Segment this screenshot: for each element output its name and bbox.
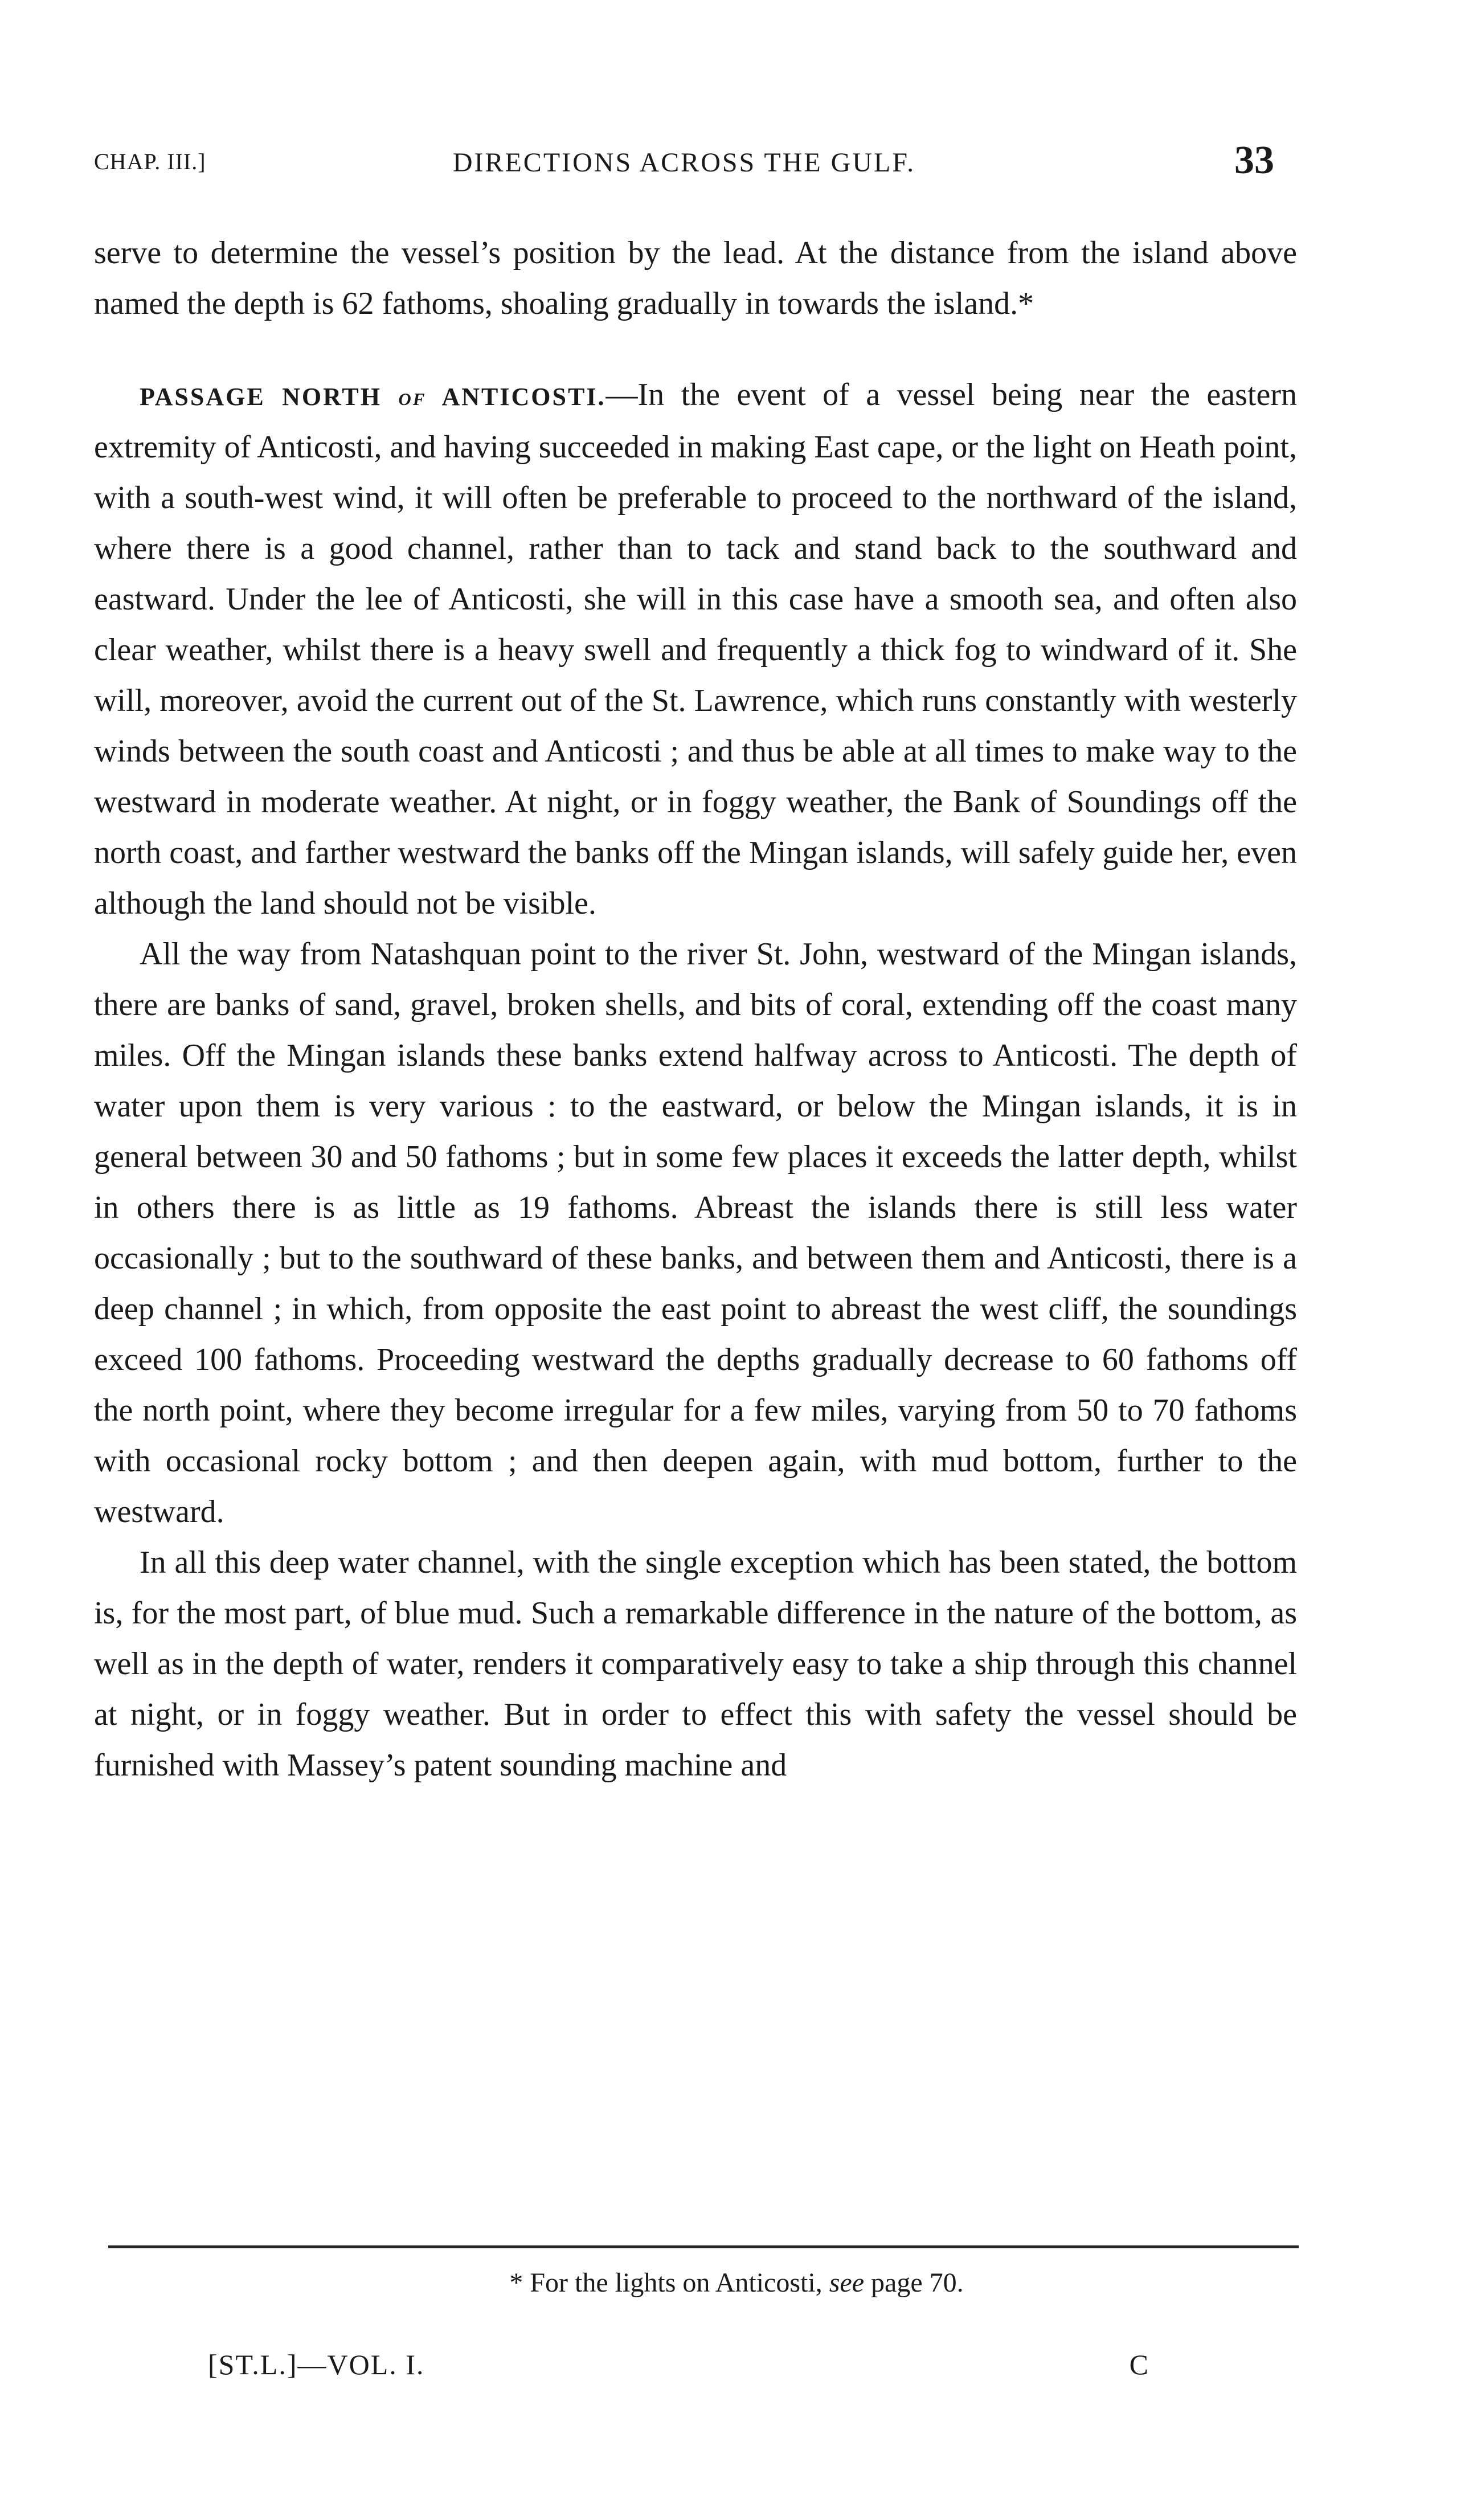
footnote-suffix: page 70. — [864, 2268, 964, 2298]
section-heading-part-a: PASSAGE NORTH — [140, 383, 399, 411]
paragraph-deep-channel: In all this deep water channel, with the single exception which has been stated, the bottom is, for the most part, of blue mud. Such a remarkable difference in the nature of the bottom, as well as in the depth of water, renders it comparatively easy to take a ship through this channel at night, or in foggy weather. But in order to effect this with safety the vessel should be furnished with Massey’s patent sounding machine and — [94, 1545, 1297, 1783]
section-heading-part-b: ANTICOSTI. — [426, 383, 606, 411]
running-head — [94, 138, 1274, 194]
section-heading — [140, 383, 605, 411]
footnote-see: see — [829, 2268, 865, 2298]
paragraph-text: —In the event of a vessel being near the eastern extremity of Anticosti, and having succeeded in making East cape, or the light on Heath point, with a south-west wind, it will often be preferable to proceed to the northward of the island, where there is a good channel, rather than to tack and stand back to the southward and eastward. Under the lee of Anticosti, she will in this case have a smooth sea, and often also clear weather, whilst there is a heavy swell and frequently a thick fog to windward of it. She will, moreover, avoid the current out of the St. Lawrence, which runs constantly with westerly winds between the south coast and Anticosti ; and thus be able at all times to make way to the westward in moderate weather. At night, or in foggy weather, the Bank of Soundings off the north coast, and farther westward the banks off the Mingan islands, will safely guide her, even although the land should not be visible. — [94, 377, 1297, 921]
body-text — [94, 228, 1297, 1791]
footnote-rule — [108, 2245, 1299, 2248]
page-number: 33 — [1234, 138, 1274, 182]
footnote-prefix: * For the lights on Anticosti, — [509, 2268, 829, 2298]
section-heading-of: of — [398, 383, 427, 411]
footnote — [0, 2267, 1473, 2298]
running-title: DIRECTIONS ACROSS THE GULF. — [452, 148, 916, 178]
chapter-marker: CHAP. III.] — [94, 149, 206, 174]
paragraph-natashquan: All the way from Natashquan point to the river St. John, westward of the Mingan islands, there are banks of sand, gravel, broken shells, and bits of coral, extending off the coast many miles. Off the Mingan islands these banks extend halfway across to Anticosti. The depth of water upon them is very various : to the eastward, or below the Mingan islands, it is in general between 30 and 50 fathoms ; but in some few places it exceeds the latter depth, whilst in others there is as little as 19 fathoms. Abreast the islands there is still less water occasionally ; but to the southward of these banks, and between them and Anticosti, there is a deep channel ; in which, from opposite the east point to abreast the west cliff, the soundings exceed 100 fathoms. Proceeding westward the depths gradually decrease to 60 fathoms off the north point, where they become irregular for a few miles, varying from 50 to 70 fathoms with occasional rocky bottom ; and then deepen again, with mud bottom, further to the westward. — [94, 936, 1297, 1529]
paragraph-continued: serve to determine the vessel’s position by the lead. At the distance from the island above named the depth is 62 fathoms, shoaling gradually in towards the island.* — [94, 235, 1297, 321]
signature-mark: [ST.L.]—VOL. I. — [208, 2349, 425, 2380]
paragraph-passage-north — [94, 370, 1297, 929]
signature-letter: C — [1129, 2349, 1148, 2380]
